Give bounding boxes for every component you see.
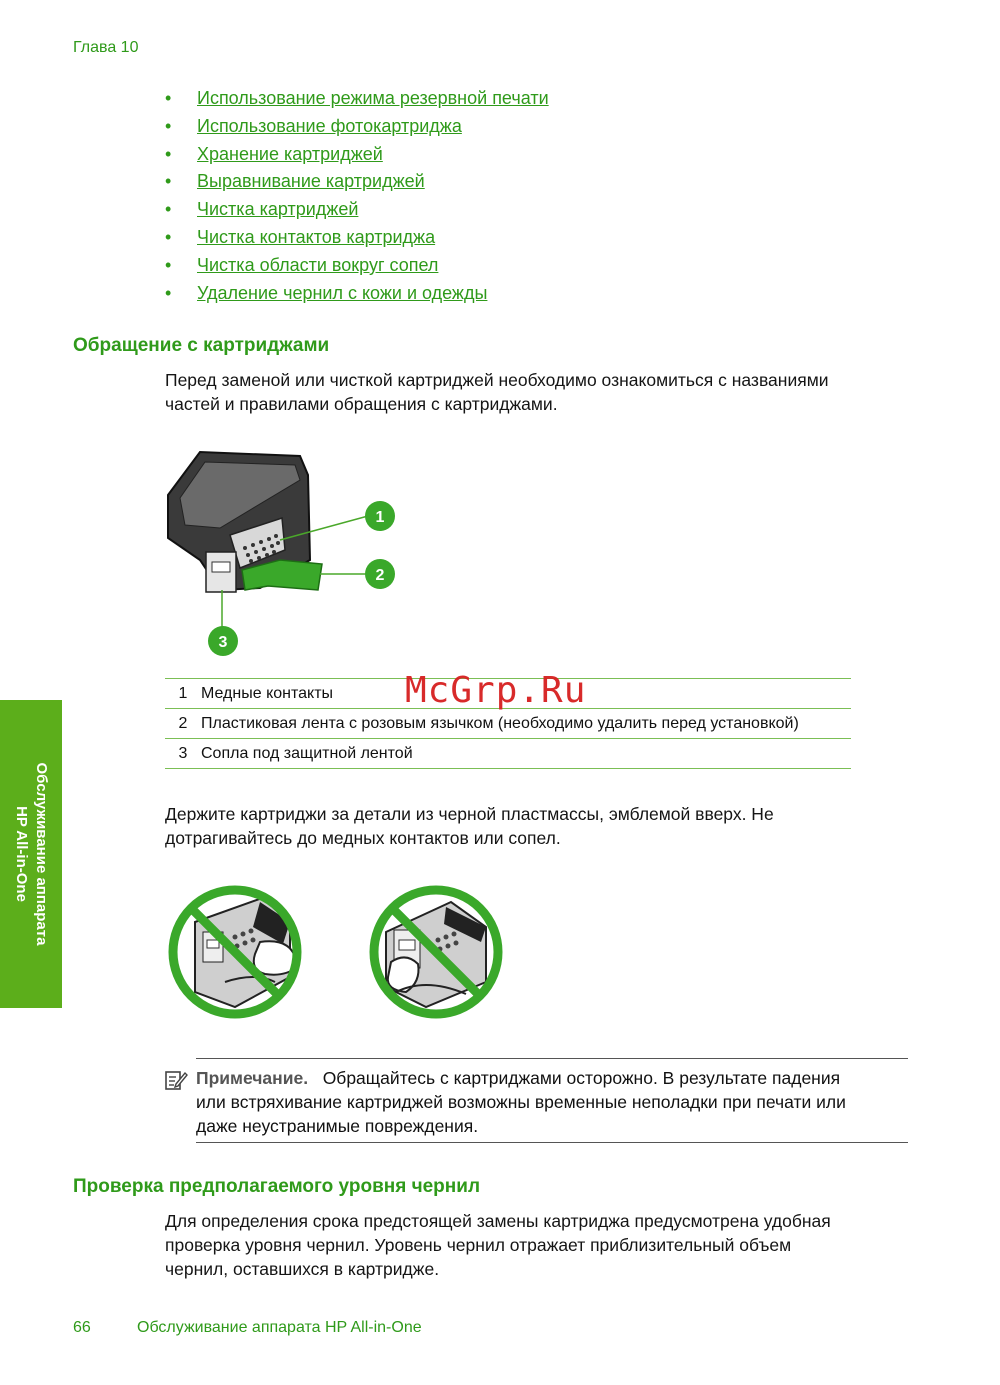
table-row	[165, 739, 851, 769]
toc-link[interactable]: Удаление чернил с кожи и одежды	[197, 282, 488, 303]
note-top-rule	[196, 1058, 908, 1059]
toc-link[interactable]: Чистка картриджей	[197, 199, 359, 220]
part-description: Медные контакты	[201, 684, 334, 702]
no-touch-contacts-icon	[165, 882, 305, 1022]
section-title-handling: Обращение с картриджами	[73, 335, 330, 356]
watermark: McGrp.Ru	[405, 670, 587, 711]
part-number: 3	[178, 744, 188, 762]
note-label: Примечание.	[196, 1068, 309, 1088]
cartridge-diagram	[160, 440, 420, 665]
toc-link[interactable]: Выравнивание картриджей	[197, 171, 425, 192]
toc-item[interactable]: • Чистка контактов картриджа	[165, 226, 436, 247]
toc-link[interactable]: Чистка области вокруг сопел	[197, 254, 439, 275]
note-text: или встряхивание картриджей возможны временные неполадки при печати или	[196, 1092, 846, 1112]
section-title-ink-level: Проверка предполагаемого уровня чернил	[73, 1176, 481, 1197]
ink-level-paragraph: Для определения срока предстоящей замены картриджа предусмотрена удобная проверка уровня чернил. Уровень чернил отражает приблизительный объем чернил, оставшихся в картридже.	[165, 1211, 831, 1279]
no-touch-nozzles-icon	[366, 882, 506, 1022]
part-description: Сопла под защитной лентой	[201, 744, 413, 762]
note-text: Обращайтесь с картриджами осторожно. В результате падения	[322, 1068, 841, 1088]
footer-title: Обслуживание аппарата HP All-in-One	[137, 1319, 422, 1336]
note-text: даже неустранимые повреждения.	[196, 1116, 479, 1136]
callout-1: 1	[375, 509, 385, 526]
toc-link[interactable]: Хранение картриджей	[197, 143, 383, 164]
toc-item[interactable]: • Хранение картриджей	[165, 143, 383, 164]
note-pencil-icon	[164, 1069, 188, 1091]
toc-link[interactable]: Чистка контактов картриджа	[197, 226, 436, 247]
part-number: 2	[178, 714, 188, 732]
toc-item[interactable]: • Выравнивание картриджей	[165, 171, 425, 192]
part-description: Пластиковая лента с розовым язычком (необходимо удалить перед установкой)	[201, 714, 799, 732]
toc-item[interactable]: • Использование фотокартриджа	[165, 115, 462, 136]
toc-link[interactable]: Использование фотокартриджа	[197, 115, 462, 136]
toc-item[interactable]: • Чистка картриджей	[165, 199, 359, 220]
chapter-header: Глава 10	[73, 39, 139, 56]
page-number: 66	[73, 1319, 91, 1336]
chapter-side-tab	[0, 700, 62, 1008]
part-number: 1	[178, 684, 188, 702]
intro-paragraph: Перед заменой или чисткой картриджей необходимо ознакомиться с названиями частей и правилами обращения с картриджами.	[165, 370, 829, 414]
note-bottom-rule	[196, 1142, 908, 1143]
handling-paragraph: Держите картриджи за детали из черной пластмассы, эмблемой вверх. Не дотрагивайтесь до медных контактов или сопел.	[165, 804, 774, 848]
toc-link[interactable]: Использование режима резервной печати	[197, 88, 549, 108]
side-tab-line2: HP All-in-One	[13, 806, 30, 902]
callout-3: 3	[218, 634, 228, 651]
callout-2: 2	[375, 567, 385, 584]
table-row	[165, 709, 851, 739]
toc-item[interactable]: • Удаление чернил с кожи и одежды	[165, 282, 488, 303]
side-tab-line1: Обслуживание аппарата	[33, 762, 50, 946]
note-block	[196, 1066, 916, 1138]
toc-list	[165, 86, 549, 308]
toc-item[interactable]: • Использование режима резервной печати	[165, 88, 549, 108]
toc-item[interactable]: • Чистка области вокруг сопел	[165, 254, 439, 275]
